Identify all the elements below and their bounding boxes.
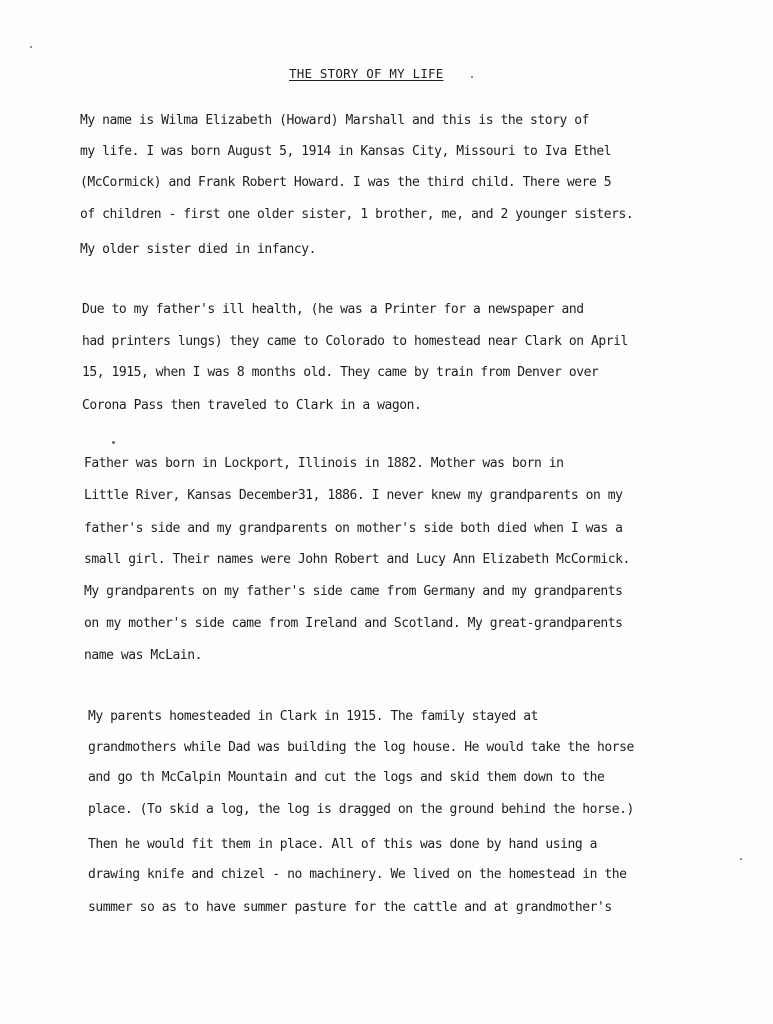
text-line: Then he would fit them in place. All of this was done by hand using a [88,837,597,852]
text-line: (McCormick) and Frank Robert Howard. I was the third child. There were 5 [80,175,612,190]
text-line: My name is Wilma Elizabeth (Howard) Marshall and this is the story of [80,113,589,128]
text-line: 15, 1915, when I was 8 months old. They came by train from Denver over [82,365,599,380]
text-line: grandmothers while Dad was building the log house. He would take the horse [88,740,634,755]
text-line: summer so as to have summer pasture for the cattle and at grandmother's [88,900,612,915]
text-line: name was McLain. [84,648,203,663]
text-line: on my mother's side came from Ireland and Scotland. My great-grandparents [84,616,623,631]
scan-speck [740,858,742,860]
text-line: had printers lungs) they came to Colorado to homestead near Clark on April [82,334,628,349]
text-line: my life. I was born August 5, 1914 in Kansas City, Missouri to Iva Ethel [80,144,612,159]
scan-speck [112,441,115,444]
text-line: place. (To skid a log, the log is dragged on the ground behind the horse.) [88,802,634,817]
text-line: of children - first one older sister, 1 brother, me, and 2 younger sisters. [80,207,634,222]
text-line: Corona Pass then traveled to Clark in a wagon. [82,398,422,413]
text-line: father's side and my grandparents on mother's side both died when I was a [84,521,623,536]
text-line: My older sister died in infancy. [80,242,317,257]
text-line: My parents homesteaded in Clark in 1915. The family stayed at [88,709,538,724]
scan-speck [471,76,473,78]
text-line: drawing knife and chizel - no machinery. We lived on the homestead in the [88,867,627,882]
text-line: and go th McCalpin Mountain and cut the logs and skid them down to the [88,770,605,785]
text-line: Due to my father's ill health, (he was a Printer for a newspaper and [82,302,584,317]
text-line: Little River, Kansas December31, 1886. I never knew my grandparents on my [84,488,623,503]
scan-speck [30,46,32,48]
text-line: small girl. Their names were John Robert and Lucy Ann Elizabeth McCormick. [84,552,630,567]
page-title: THE STORY OF MY LIFE [289,66,444,81]
text-line: Father was born in Lockport, Illinois in 1882. Mother was born in [84,456,564,471]
text-line: My grandparents on my father's side came from Germany and my grandparents [84,584,623,599]
